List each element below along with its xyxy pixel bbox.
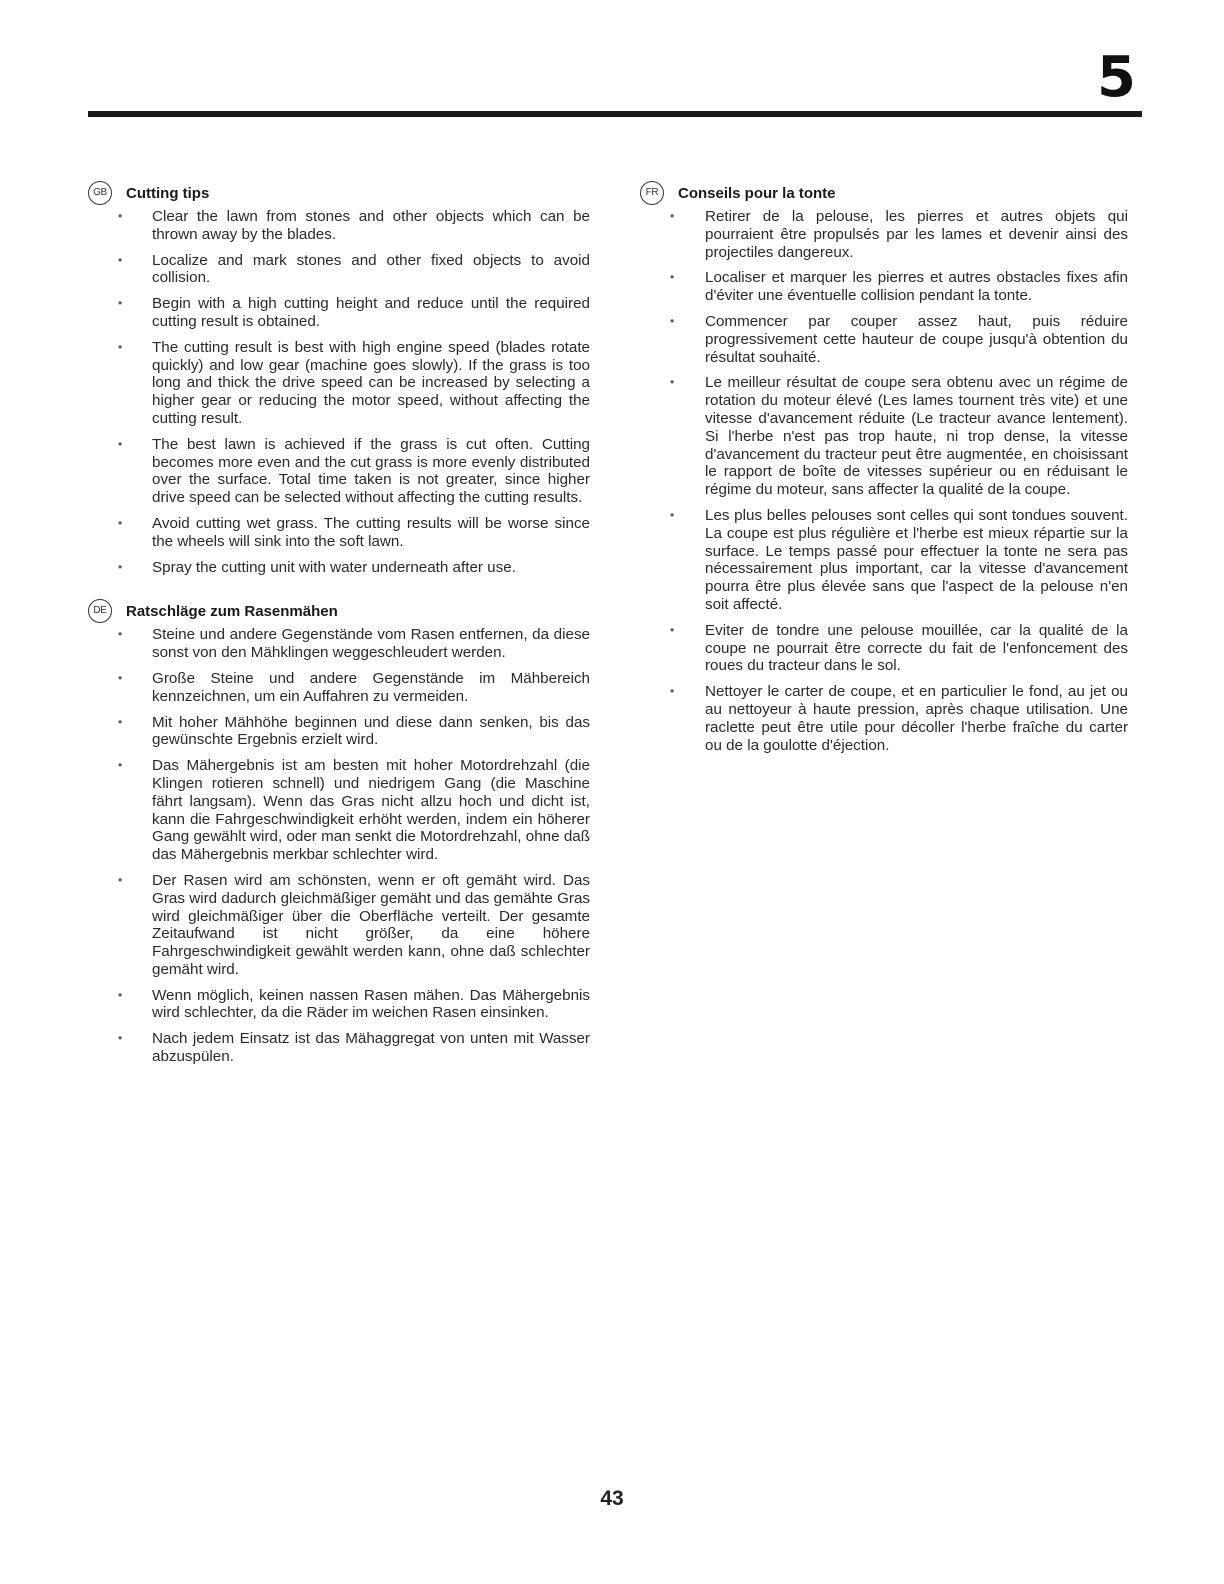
chapter-number: 5 — [1097, 45, 1136, 110]
header-rule — [88, 111, 1142, 117]
list-item: • The cutting result is best with high engine speed (blades rotate quickly) and low gear (machine goes slowly). If the grass is too long and thick the drive speed can be increased by selecting a higher gear or reducing the motor speed, without affecting the cutting result. — [88, 339, 590, 428]
list-item: • Begin with a high cutting height and reduce until the required cutting result is obtained. — [88, 295, 590, 331]
fr-language-icon: FR — [640, 181, 664, 205]
list-item: • Localize and mark stones and other fixed objects to avoid collision. — [88, 252, 590, 288]
list-item: • Eviter de tondre une pelouse mouillée, car la qualité de la coupe ne pourrait être correcte du fait de l'enfoncement des roues du tracteur dans le sol. — [640, 622, 1128, 675]
right-column — [640, 180, 1128, 776]
section-title: Conseils pour la tonte — [678, 184, 836, 202]
list-item: • Große Steine und andere Gegenstände im Mähbereich kennzeichnen, um ein Auffahren zu vermeiden. — [88, 670, 590, 706]
section-title: Ratschläge zum Rasenmähen — [126, 602, 338, 620]
list-item: • Nach jedem Einsatz ist das Mähaggregat von unten mit Wasser abzuspülen. — [88, 1030, 590, 1066]
list-item: • Spray the cutting unit with water underneath after use. — [88, 559, 590, 577]
list-item: • Nettoyer le carter de coupe, et en particulier le fond, au jet ou au nettoyeur à haute pression, après chaque utilisation. Une raclette peut être utile pour décoller l'herbe fraîche du carter ou de la goulotte d'éjection. — [640, 683, 1128, 754]
list-item: • Avoid cutting wet grass. The cutting results will be worse since the wheels will sink into the soft lawn. — [88, 515, 590, 551]
left-column — [88, 180, 590, 1088]
section-header — [640, 180, 1128, 206]
tips-list — [88, 208, 590, 576]
page-number: 43 — [600, 1487, 624, 1510]
list-item: • Steine und andere Gegenstände vom Rasen entfernen, da diese sonst von den Mähklingen weggeschleudert werden. — [88, 626, 590, 662]
section-title: Cutting tips — [126, 184, 210, 202]
list-item: • Das Mähergebnis ist am besten mit hoher Motordrehzahl (die Klingen rotieren schnell) und niedrigem Gang (die Maschine fährt langsam). Wenn das Gras nicht allzu hoch und dicht ist, kann die Fahrgeschwindigkeit erhöht werden, indem ein höherer Gang gewählt wird, oder man senkt die Motordrehzahl, ohne daß das Mähergebnis merkbar schlechter wird. — [88, 757, 590, 864]
section-header — [88, 180, 590, 206]
section-fr — [640, 180, 1128, 754]
list-item: • Localiser et marquer les pierres et autres obstacles fixes afin d'éviter une éventuelle collision pendant la tonte. — [640, 269, 1128, 305]
de-language-icon: DE — [88, 599, 112, 623]
section-gb — [88, 180, 590, 576]
list-item: • Der Rasen wird am schönsten, wenn er oft gemäht wird. Das Gras wird dadurch gleichmäßiger gemäht und das gemähte Gras wird gleichmäßiger über die Oberfläche verteilt. Der gesamte Zeitaufwand ist nicht größer, da eine höhere Fahrgeschwindigkeit gewählt werden kann, ohne daß schlechter gemäht wird. — [88, 872, 590, 979]
list-item: • Le meilleur résultat de coupe sera obtenu avec un régime de rotation du moteur élevé (Les lames tournent très vite) et une vitesse d'avancement réduite (Le tracteur avance lentement). Si l'herbe n'est pas trop haute, ni trop dense, la vitesse d'avancement du tracteur peut être augmentée, en choisissant le rapport de boîte de vitesses supérieur ou en réduisant le régime du moteur, sans affecter la qualité de la coupe. — [640, 374, 1128, 499]
tips-list — [640, 208, 1128, 754]
list-item: • Retirer de la pelouse, les pierres et autres objets qui pourraient être propulsés par les lames et devenir ainsi des projectiles dangereux. — [640, 208, 1128, 261]
list-item: • Wenn möglich, keinen nassen Rasen mähen. Das Mähergebnis wird schlechter, da die Räder im weichen Rasen einsinken. — [88, 987, 590, 1023]
list-item: • Commencer par couper assez haut, puis réduire progressivement cette hauteur de coupe jusqu'à obtention du résultat souhaité. — [640, 313, 1128, 366]
gb-language-icon: GB — [88, 181, 112, 205]
section-de — [88, 598, 590, 1066]
tips-list — [88, 626, 590, 1066]
list-item: • The best lawn is achieved if the grass is cut often. Cutting becomes more even and the cut grass is more evenly distributed over the surface. Total time taken is not greater, since higher drive speed can be selected without affecting the cutting results. — [88, 436, 590, 507]
section-header — [88, 598, 590, 624]
list-item: • Clear the lawn from stones and other objects which can be thrown away by the blades. — [88, 208, 590, 244]
list-item: • Mit hoher Mähhöhe beginnen und diese dann senken, bis das gewünschte Ergebnis erzielt wird. — [88, 714, 590, 750]
list-item: • Les plus belles pelouses sont celles qui sont tondues souvent. La coupe est plus régulière et l'herbe est mieux répartie sur la surface. Le temps passé pour effectuer la tonte ne sera pas nécessairement plus important, car la vitesse d'avancement pourra être plus élevée sans que l'aspect de la pelouse n'en soit affecté. — [640, 507, 1128, 614]
